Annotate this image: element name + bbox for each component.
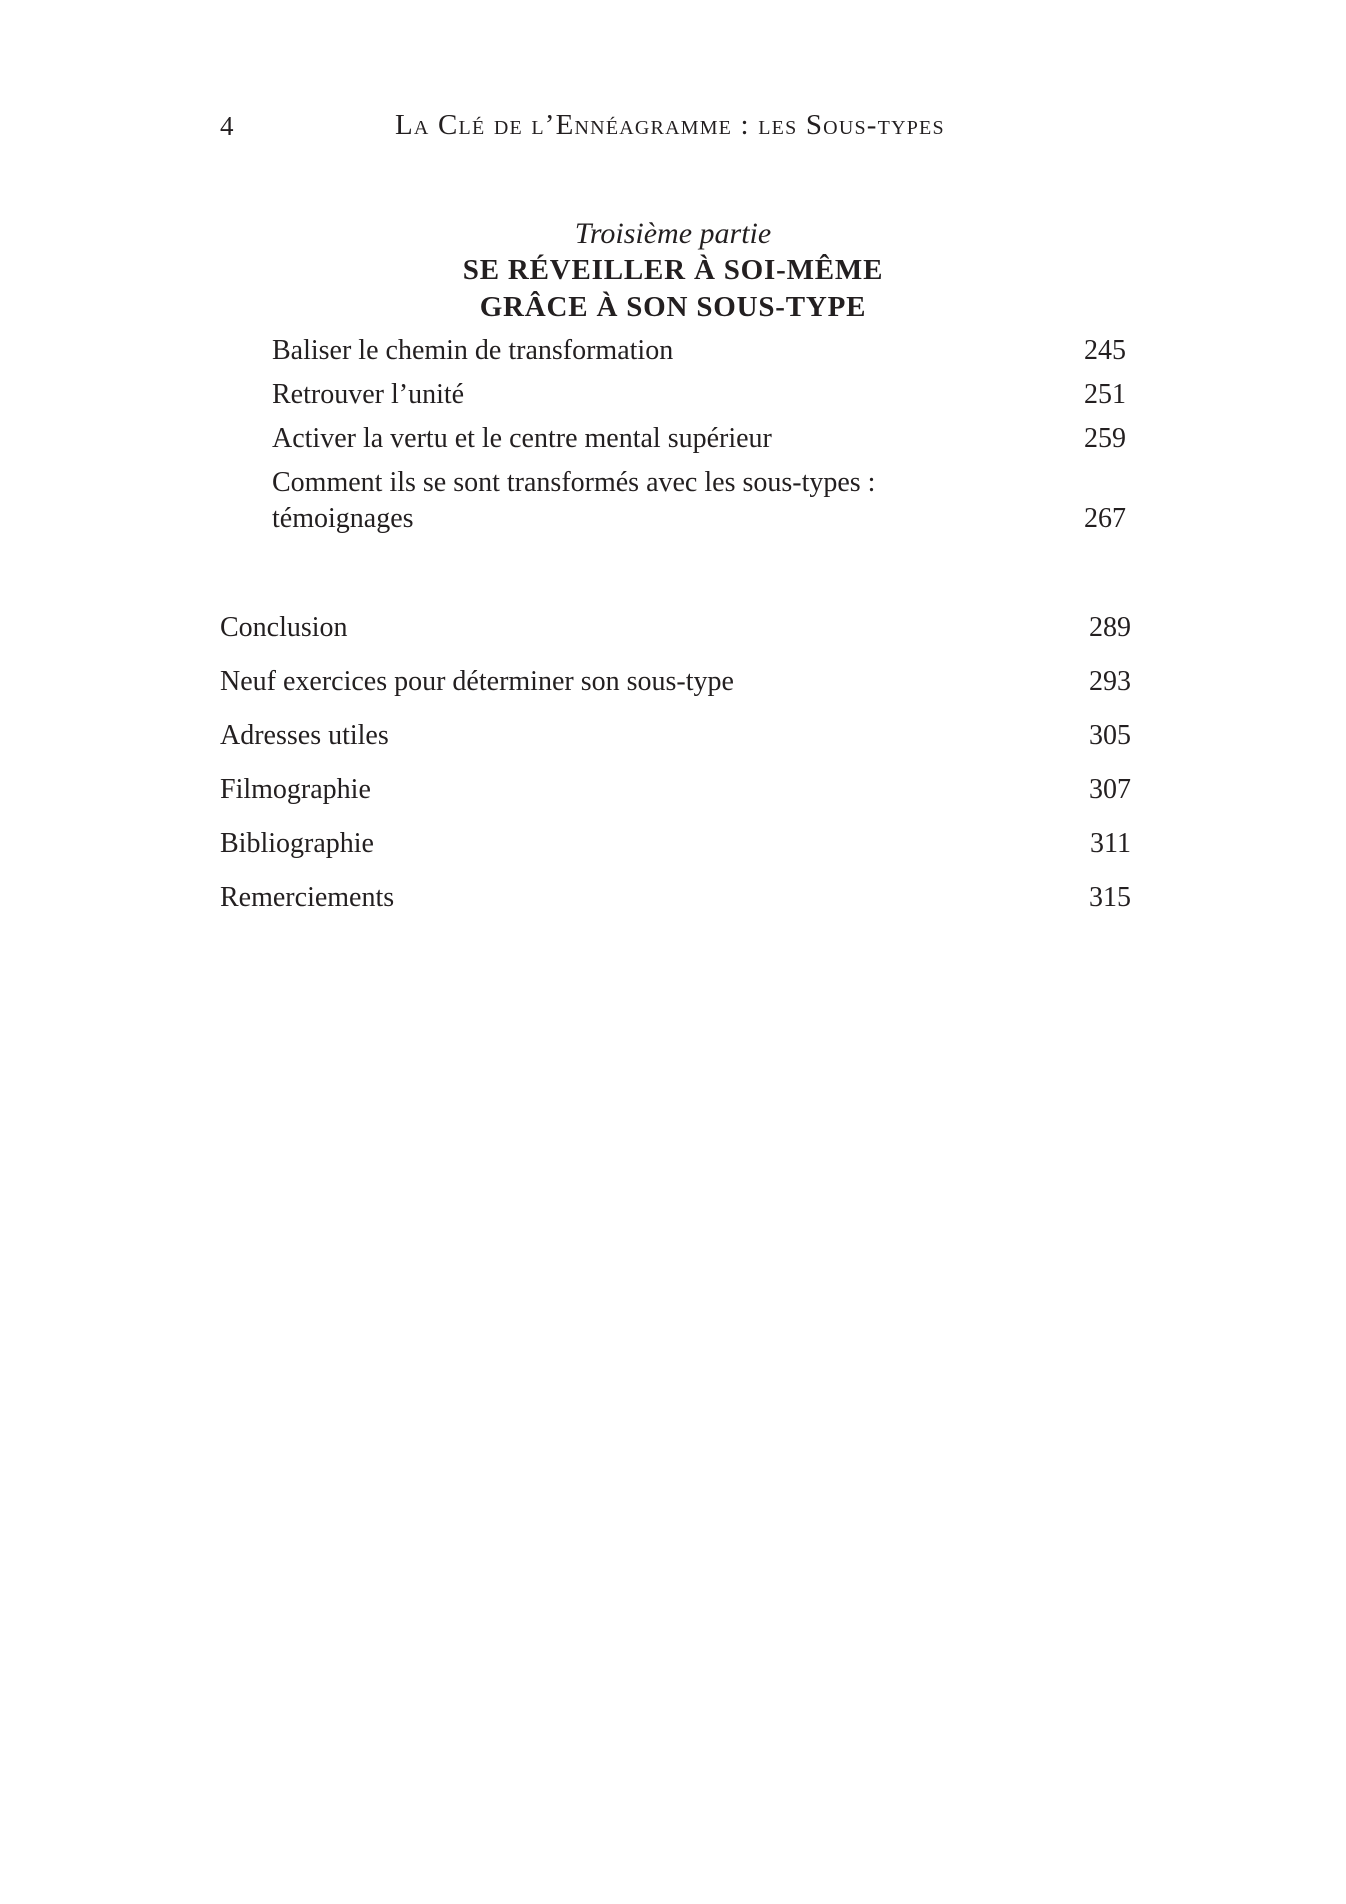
toc-entry-page: 305	[1089, 720, 1131, 751]
toc-entry-page: 315	[1089, 882, 1131, 913]
toc-entry-title: Remerciements	[220, 882, 395, 913]
toc-entry-title: Activer la vertu et le centre mental supérieur	[272, 423, 772, 454]
part-heading	[0, 216, 1346, 326]
toc-entry-title: Comment ils se sont transformés avec les sous-types : témoignages	[272, 467, 876, 534]
toc-entry-title: Retrouver l’unité	[272, 379, 465, 410]
toc-entry-page: 259	[1084, 423, 1126, 454]
toc-entry-title: Neuf exercices pour déterminer son sous-type	[220, 666, 734, 697]
toc-entry-page: 311	[1090, 828, 1131, 859]
part-title-line-2: GRÂCE À SON SOUS-TYPE	[479, 291, 867, 323]
part-title-line-1: SE RÉVEILLER À SOI-MÊME	[462, 254, 884, 286]
running-head: La Clé de l’Ennéagramme : les Sous-types	[395, 109, 945, 141]
toc-entry-page: 289	[1089, 612, 1131, 643]
part-label: Troisième partie	[574, 217, 772, 250]
toc-entry-page: 251	[1084, 379, 1126, 410]
page-number: 4	[220, 111, 234, 141]
toc-entry-title: Conclusion	[220, 612, 348, 643]
toc-entry-page: 267	[1084, 503, 1126, 534]
toc-entry-title: Adresses utiles	[220, 720, 389, 751]
toc-entry-title: Baliser le chemin de transformation	[272, 335, 674, 366]
toc-entry-page: 307	[1089, 774, 1131, 805]
toc-entry-title: Filmographie	[220, 774, 371, 805]
toc-entry-page: 293	[1089, 666, 1131, 697]
toc-entry-title: Bibliographie	[220, 828, 374, 859]
toc-entry-page: 245	[1084, 335, 1126, 366]
